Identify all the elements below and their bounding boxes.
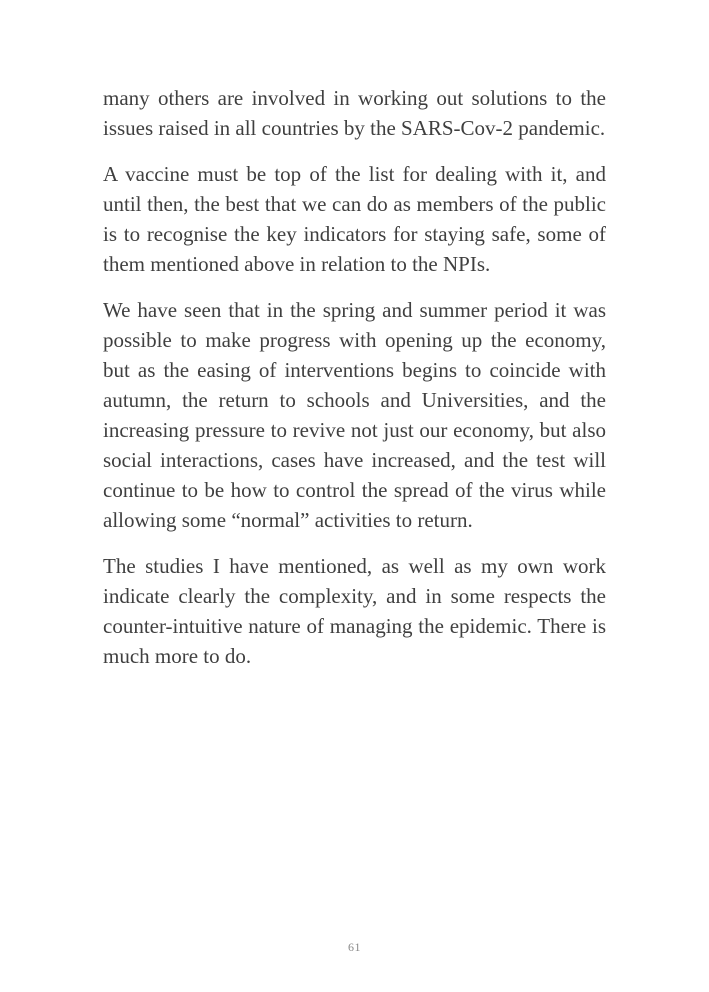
body-text [103, 83, 606, 671]
page-number: 61 [348, 940, 361, 954]
page-footer [0, 938, 709, 956]
paragraph-1: many others are involved in working out solutions to the issues raised in all countries by the SARS-Cov-2 pandemic. [103, 86, 606, 140]
paragraph-4: The studies I have mentioned, as well as my own work indicate clearly the complexity, and in some respects the counter-intuitive nature of managing the epidemic. There is much more to do. [103, 554, 606, 668]
paragraph-3: We have seen that in the spring and summer period it was possible to make progress with opening up the economy, but as the easing of interventions begins to coincide with autumn, the return to schools and Universities, and the increasing pressure to revive not just our economy, but also social interactions, cases have increased, and the test will continue to be how to control the spread of the virus while allowing some “normal” activities to return. [103, 298, 606, 532]
paragraph-2: A vaccine must be top of the list for dealing with it, and until then, the best that we can do as members of the public is to recognise the key indicators for staying safe, some of them mentioned above in relation to the NPIs. [103, 162, 606, 276]
